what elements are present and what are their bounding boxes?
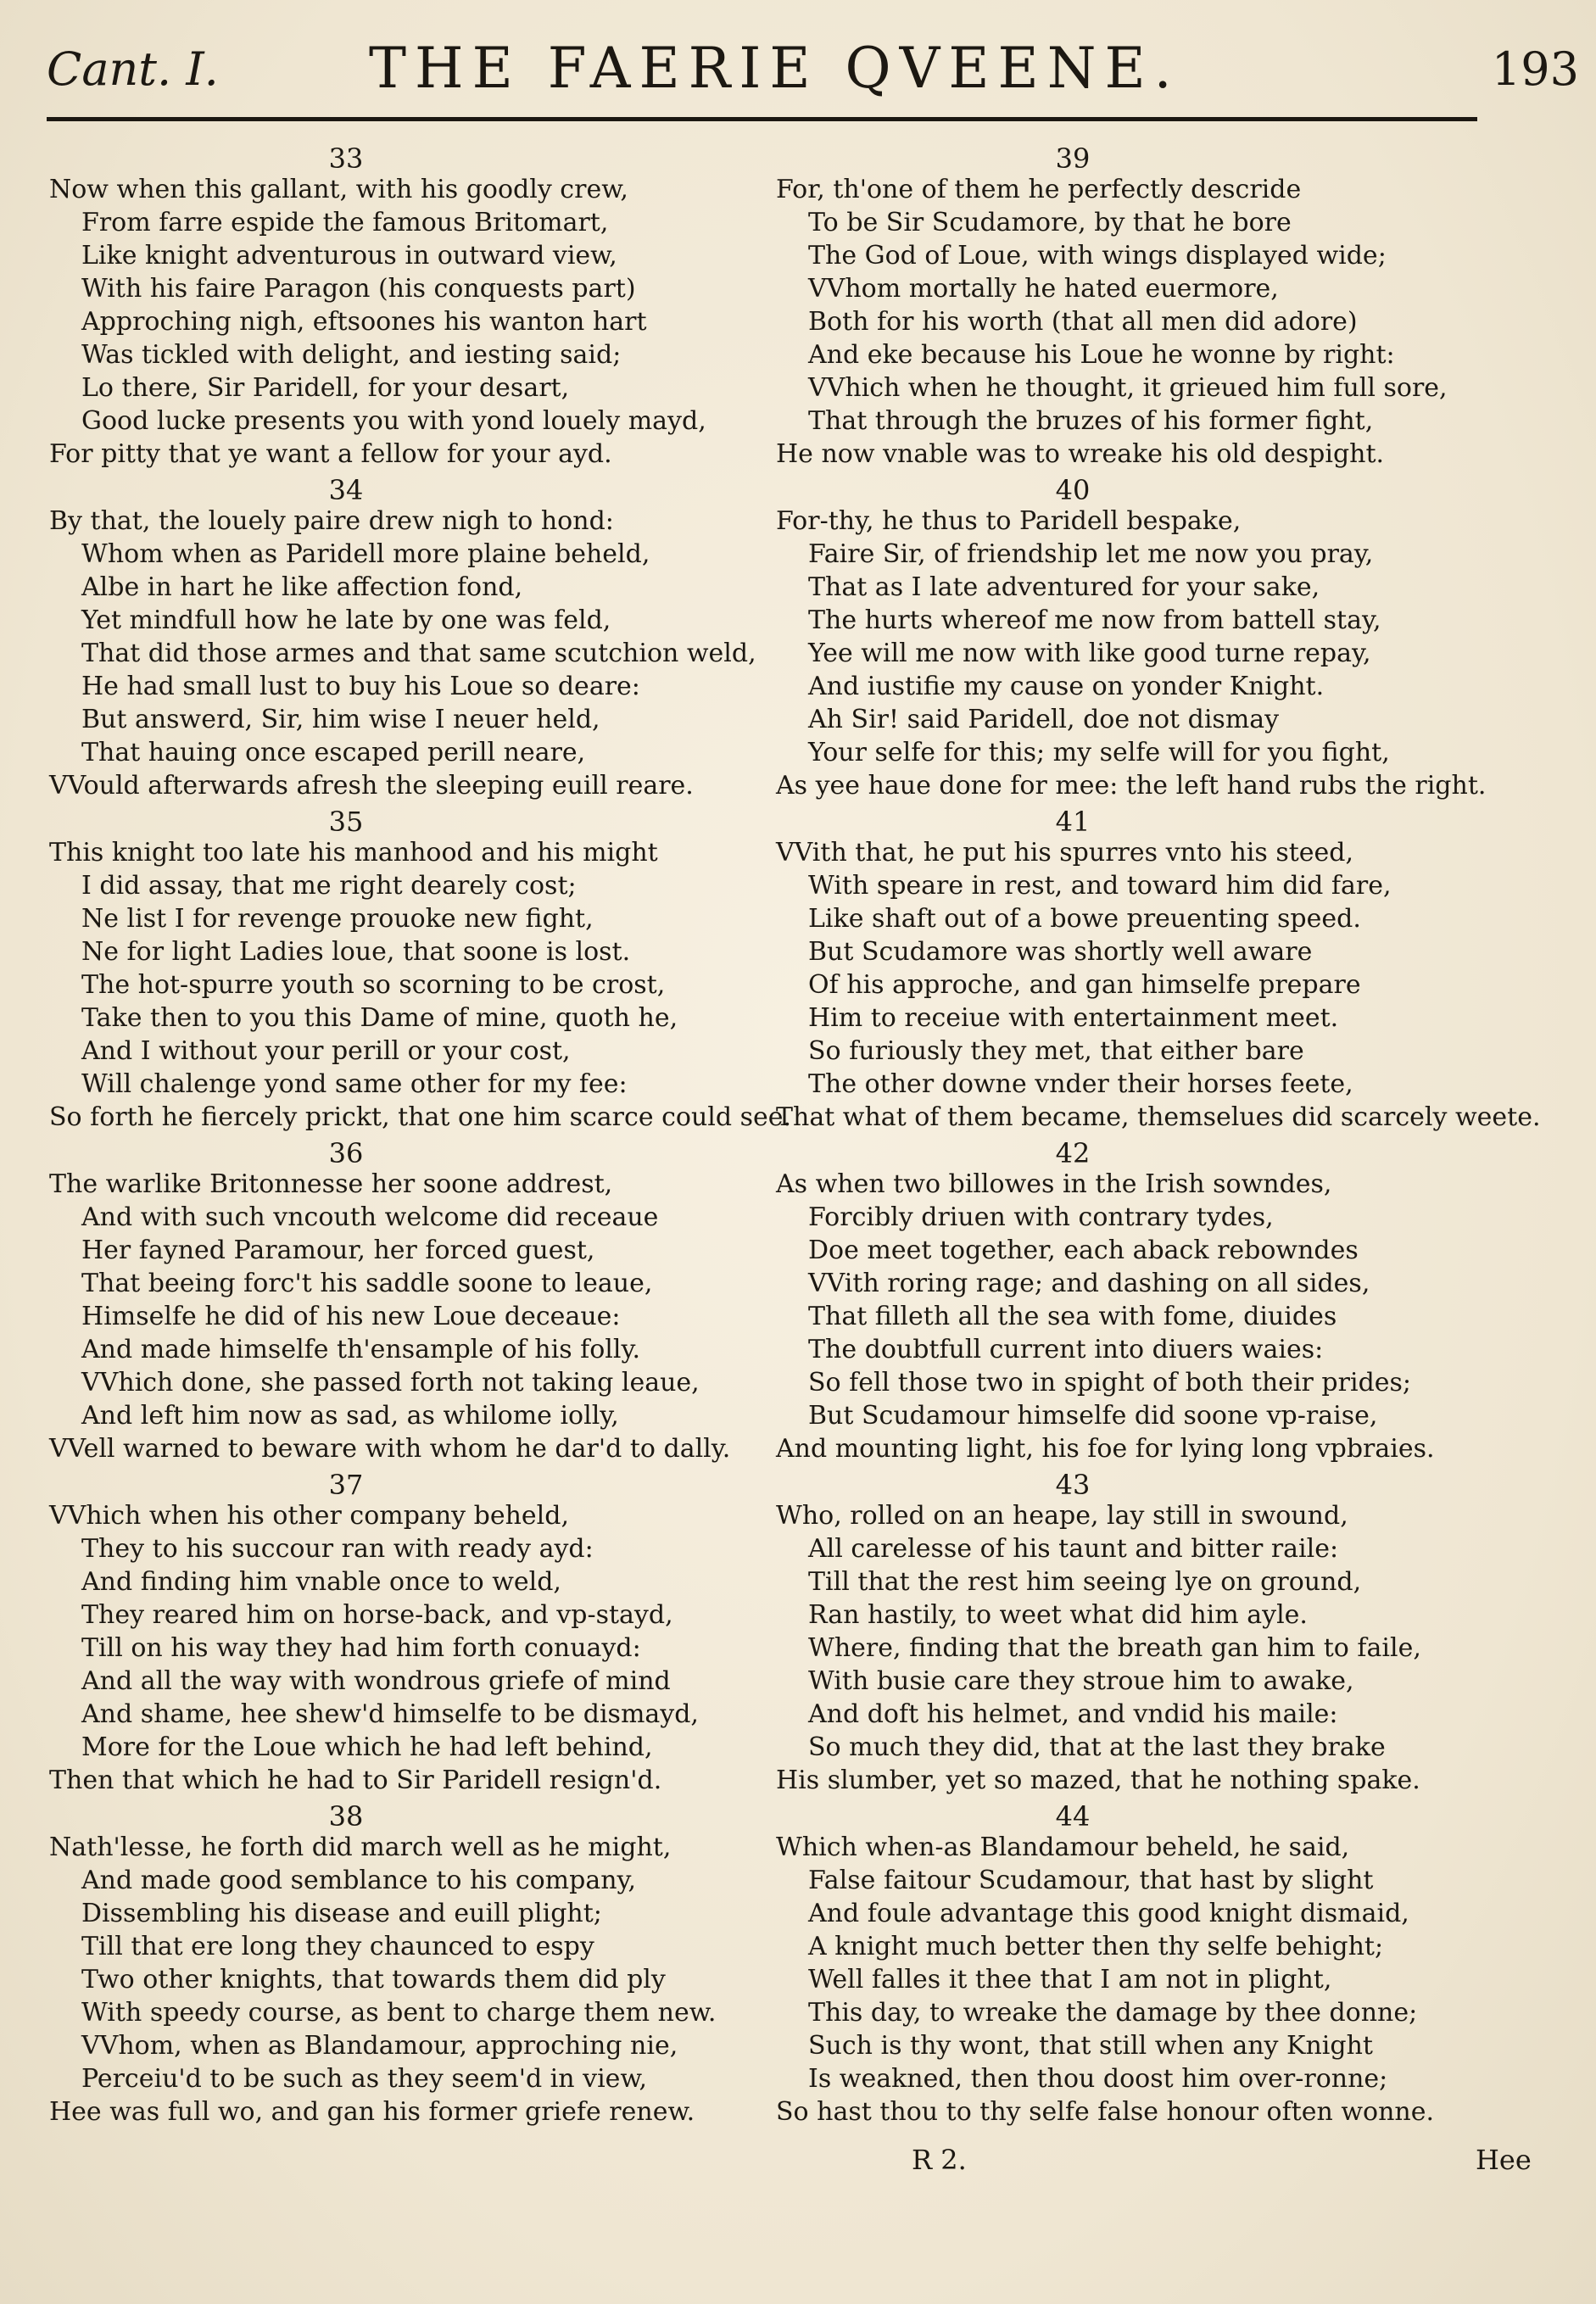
verse-line: Ne for light Ladies loue, that soone is lost. <box>81 937 631 967</box>
verse-line: Whom when as Paridell more plaine beheld, <box>81 539 650 569</box>
canto-label: Cant. I. <box>47 42 219 96</box>
verse-line: Ah Sir! said Paridell, doe not dismay <box>808 705 1280 734</box>
verse-line: VVith that, he put his spurres vnto his steed, <box>776 838 1354 867</box>
stanza <box>776 1139 1488 1465</box>
verse-line: For pitty that ye want a fellow for your ayd. <box>49 439 612 469</box>
verse-line: Of his approche, and gan himselfe prepare <box>808 970 1361 1000</box>
verse-line: That filleth all the sea with fome, diuides <box>808 1302 1337 1331</box>
verse-line: With speare in rest, and toward him did fare, <box>808 871 1392 901</box>
verse-line: With speedy course, as bent to charge them new. <box>81 1998 717 2028</box>
stanza <box>776 144 1488 471</box>
verse-line: As yee haue done for mee: the left hand rubs the right. <box>776 771 1487 801</box>
verse-line: That what of them became, themselues did scarcely weete. <box>776 1102 1541 1132</box>
verse-line: But Scudamore was shortly well aware <box>808 937 1313 967</box>
verse-line: Forcibly driuen with contrary tydes, <box>808 1202 1274 1232</box>
verse-line: This knight too late his manhood and his might <box>49 838 658 867</box>
verse-line: That as I late adventured for your sake, <box>808 572 1320 602</box>
verse-line: And iustifie my cause on yonder Knight. <box>808 672 1325 701</box>
verse-line: Who, rolled on an heape, lay still in swound, <box>776 1501 1348 1531</box>
verse-line: Perceiu'd to be such as they seem'd in view, <box>81 2064 648 2094</box>
verse-line: Like shaft out of a bowe preuenting speed. <box>808 904 1361 934</box>
left-column <box>49 142 792 2128</box>
verse-line: So fell those two in spight of both their prides; <box>808 1368 1412 1397</box>
verse-line: For-thy, he thus to Paridell bespake, <box>776 506 1242 536</box>
verse-line: That beeing forc't his saddle soone to leaue, <box>81 1269 653 1298</box>
verse-line: Her fayned Paramour, her forced guest, <box>81 1236 595 1265</box>
running-title: THE FAERIE QVEENE. <box>369 36 1180 101</box>
verse-line: Till that the rest him seeing lye on ground, <box>808 1567 1362 1597</box>
verse-line: And made good semblance to his company, <box>81 1866 637 1895</box>
verse-line: To be Sir Scudamore, by that he bore <box>808 208 1292 237</box>
verse-line: The warlike Britonnesse her soone addrest, <box>49 1169 613 1199</box>
verse-line: Your selfe for this; my selfe will for you fight, <box>808 738 1390 767</box>
verse-line: So forth he fiercely prickt, that one him scarce could see. <box>49 1102 792 1132</box>
verse-line: Will chalenge yond same other for my fee: <box>81 1069 628 1099</box>
stanza <box>776 1470 1488 1797</box>
stanza-number: 39 <box>1055 142 1091 175</box>
verse-line: And mounting light, his foe for lying long vpbraies. <box>776 1434 1435 1464</box>
verse-line: With his faire Paragon (his conquests part) <box>81 274 636 304</box>
stanza-number: 42 <box>1055 1137 1091 1169</box>
verse-line: So hast thou to thy selfe false honour often wonne. <box>776 2097 1435 2127</box>
verse-line: They reared him on horse-back, and vp-stayd, <box>81 1600 673 1630</box>
verse-line: Doe meet together, each aback rebowndes <box>808 1236 1359 1265</box>
verse-line: And foule advantage this good knight dismaid, <box>808 1899 1409 1928</box>
stanza-number: 37 <box>328 1469 364 1501</box>
verse-line: Good lucke presents you with yond louely mayd, <box>81 406 706 436</box>
stanza <box>49 1470 762 1797</box>
verse-line: Nath'lesse, he forth did march well as he might, <box>49 1833 672 1862</box>
verse-line: And with such vncouth welcome did receaue <box>81 1202 659 1232</box>
verse-line: Which when-as Blandamour beheld, he said, <box>776 1833 1350 1862</box>
verse-line: The hurts whereof me now from battell stay, <box>808 605 1381 635</box>
verse-line: So furiously they met, that either bare <box>808 1036 1304 1066</box>
verse-line: Till that ere long they chaunced to espy <box>81 1932 594 1961</box>
verse-line: As when two billowes in the Irish sowndes, <box>776 1169 1332 1199</box>
stanza-number: 35 <box>328 806 364 838</box>
verse-line: Dissembling his disease and euill plight; <box>81 1899 602 1928</box>
verse-line: Like knight adventurous in outward view, <box>81 241 617 271</box>
verse-line: And eke because his Loue he wonne by right: <box>808 340 1395 370</box>
verse-line: Such is thy wont, that still when any Knight <box>808 2031 1373 2061</box>
verse-line: VVould afterwards afresh the sleeping euill reare. <box>49 771 694 801</box>
verse-line: All carelesse of his taunt and bitter raile: <box>808 1534 1339 1564</box>
verse-line: I did assay, that me right dearely cost; <box>81 871 577 901</box>
right-column <box>776 142 1541 2128</box>
verse-line: The doubtfull current into diuers waies: <box>808 1335 1324 1364</box>
verse-line: With busie care they stroue him to awake, <box>808 1666 1354 1696</box>
verse-line: And finding him vnable once to weld, <box>81 1567 561 1597</box>
verse-line: And doft his helmet, and vndid his maile: <box>808 1699 1338 1729</box>
verse-line: Till on his way they had him forth conuayd: <box>81 1633 641 1663</box>
verse-line: The God of Loue, with wings displayed wide; <box>808 241 1387 271</box>
stanza-number: 44 <box>1055 1800 1091 1833</box>
verse-line: Two other knights, that towards them did ply <box>81 1965 666 1994</box>
verse-line: VVhich done, she passed forth not taking leaue, <box>81 1368 700 1397</box>
verse-line: So much they did, that at the last they brake <box>808 1732 1386 1762</box>
running-header <box>47 34 1579 114</box>
stanza-number: 34 <box>328 474 364 506</box>
verse-line: VVith roring rage; and dashing on all sides, <box>808 1269 1370 1298</box>
catchword: Hee <box>1476 2144 1532 2176</box>
verse-line: He now vnable was to wreake his old despight. <box>776 439 1385 469</box>
verse-line: Him to receiue with entertainment meet. <box>808 1003 1339 1033</box>
verse-line: Albe in hart he like affection fond, <box>81 572 523 602</box>
verse-line: VVhom, when as Blandamour, approching nie, <box>81 2031 678 2061</box>
stanza-number: 38 <box>328 1800 364 1833</box>
verse-line: From farre espide the famous Britomart, <box>81 208 609 237</box>
verse-line: Both for his worth (that all men did adore) <box>808 307 1358 337</box>
verse-line: Take then to you this Dame of mine, quoth he, <box>81 1003 678 1033</box>
verse-line: And made himselfe th'ensample of his folly. <box>81 1335 640 1364</box>
verse-line: And left him now as sad, as whilome iolly, <box>81 1401 619 1431</box>
verse-line: And shame, hee shew'd himselfe to be dismayd, <box>81 1699 699 1729</box>
stanza-number: 41 <box>1055 806 1091 838</box>
verse-line: He had small lust to buy his Loue so deare: <box>81 672 640 701</box>
stanza <box>49 1802 762 2128</box>
verse-line: Lo there, Sir Paridell, for your desart, <box>81 373 570 403</box>
stanza-number: 33 <box>328 142 364 175</box>
verse-line: But answerd, Sir, him wise I neuer held, <box>81 705 600 734</box>
verse-line: The hot-spurre youth so scorning to be crost, <box>81 970 666 1000</box>
verse-line: And I without your perill or your cost, <box>81 1036 571 1066</box>
verse-line: Faire Sir, of friendship let me now you pray, <box>808 539 1374 569</box>
verse-line: By that, the louely paire drew nigh to hond: <box>49 506 614 536</box>
stanza-number: 43 <box>1055 1469 1091 1501</box>
verse-line: VVhich when he thought, it grieued him full sore, <box>808 373 1448 403</box>
verse-line: And all the way with wondrous griefe of mind <box>81 1666 671 1696</box>
stanza <box>49 806 792 1134</box>
verse-line: VVell warned to beware with whom he dar'd to dally. <box>49 1434 731 1464</box>
verse-line: Ran hastily, to weet what did him ayle. <box>808 1600 1308 1630</box>
verse-line: For, th'one of them he perfectly descride <box>776 175 1302 204</box>
verse-line: Then that which he had to Sir Paridell resign'd. <box>49 1766 662 1795</box>
stanza <box>776 476 1488 802</box>
verse-line: That hauing once escaped perill neare, <box>81 738 586 767</box>
stanza-number: 40 <box>1055 474 1091 506</box>
stanza <box>49 476 762 802</box>
verse-line: His slumber, yet so mazed, that he nothing spake. <box>776 1766 1420 1795</box>
verse-line: VVhom mortally he hated euermore, <box>808 274 1279 304</box>
verse-line: The other downe vnder their horses feete, <box>808 1069 1353 1099</box>
verse-line: Where, finding that the breath gan him to faile, <box>808 1633 1421 1663</box>
verse-line: Ne list I for revenge prouoke new fight, <box>81 904 594 934</box>
verse-line: Hee was full wo, and gan his former griefe renew. <box>49 2097 695 2127</box>
verse-line: Yet mindfull how he late by one was feld, <box>81 605 611 635</box>
verse-line: A knight much better then thy selfe behight; <box>808 1932 1384 1961</box>
verse-line: Yee will me now with like good turne repay, <box>808 639 1371 668</box>
verse-line: False faitour Scudamour, that hast by slight <box>808 1866 1374 1895</box>
stanza-number: 36 <box>328 1137 364 1169</box>
verse-line: Was tickled with delight, and iesting said; <box>81 340 622 370</box>
verse-line: This day, to wreake the damage by thee donne; <box>808 1998 1418 2028</box>
verse-line: But Scudamour himselfe did soone vp-raise, <box>808 1401 1378 1431</box>
verse-line: Is weakned, then thou doost him over-ronne; <box>808 2064 1388 2094</box>
header-rule <box>47 117 1477 121</box>
verse-line: Well falles it thee that I am not in plight, <box>808 1965 1332 1994</box>
verse-line: Approching nigh, eftsoones his wanton hart <box>81 307 647 337</box>
verse-line: That through the bruzes of his former fight, <box>808 406 1374 436</box>
verse-line: Himselfe he did of his new Loue deceaue: <box>81 1302 621 1331</box>
verse-line: VVhich when his other company beheld, <box>49 1501 570 1531</box>
stanza <box>49 144 762 471</box>
verse-line: They to his succour ran with ready ayd: <box>81 1534 594 1564</box>
stanza <box>49 1139 762 1465</box>
verse-line: More for the Loue which he had left behind, <box>81 1732 653 1762</box>
stanza <box>776 1802 1488 2128</box>
signature-mark: R 2. <box>912 2144 967 2176</box>
page-number: 193 <box>1491 42 1579 96</box>
verse-line: That did those armes and that same scutchion weld, <box>81 639 756 668</box>
stanza <box>776 806 1541 1134</box>
verse-line: Now when this gallant, with his goodly crew, <box>49 175 628 204</box>
